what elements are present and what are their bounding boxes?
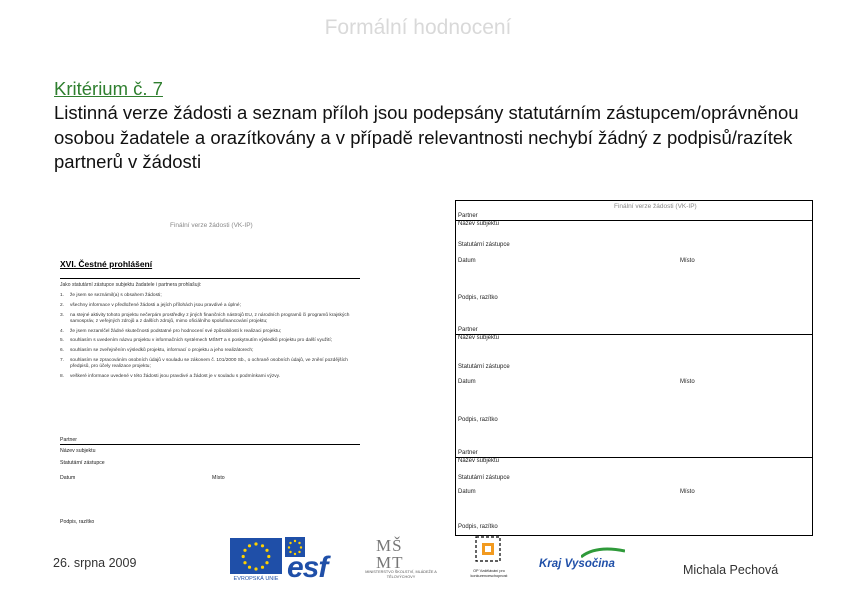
item-number: 5. xyxy=(60,338,65,344)
sig-statutory-label: Statutární zástupce xyxy=(60,460,105,466)
declaration-item xyxy=(60,338,360,344)
date-row xyxy=(458,379,810,385)
item-text: všechny informace v předložené žádosti a jejích přílohách jsou pravdivé a úplné; xyxy=(70,302,241,308)
op-caption: OP Vzdělávání pro konkurenceschopnost xyxy=(470,569,508,578)
document-header: Finální verze žádosti (VK-IP) xyxy=(170,222,253,229)
eu-flag-logo xyxy=(229,537,283,587)
date-row xyxy=(458,489,810,495)
subject-label: Název subjektu xyxy=(458,335,500,341)
subject-label: Název subjektu xyxy=(458,458,500,464)
sig-place-label: Místo xyxy=(212,475,225,481)
declaration-item xyxy=(60,329,360,335)
declaration-item xyxy=(60,348,360,354)
criterion-heading: Kritérium č. 7 xyxy=(54,78,163,99)
kraj-vysocina-logo xyxy=(539,547,629,577)
declaration-item xyxy=(60,303,360,309)
date-label: Datum xyxy=(458,258,476,264)
place-label: Místo xyxy=(680,379,695,385)
place-label: Místo xyxy=(680,258,695,264)
declaration-item xyxy=(60,374,360,380)
item-text: souhlasím se zveřejněním výsledků projektu, informací o projektu a jeho realizátorech; xyxy=(70,348,254,354)
sig-partner-label: Partner xyxy=(60,437,78,443)
document-intro: Jako statutární zástupce subjektu žadatele i partnera prohlašuji: xyxy=(60,278,360,288)
document-header: Finální verze žádosti (VK-IP) xyxy=(614,203,697,210)
item-number: 7. xyxy=(60,358,65,364)
declaration-item xyxy=(60,313,360,326)
msmt-mark: MŠ MT xyxy=(376,536,404,572)
statutory-label: Statutární zástupce xyxy=(458,475,510,481)
date-label: Datum xyxy=(458,379,476,385)
item-number: 8. xyxy=(60,374,65,380)
msmt-logo xyxy=(360,537,442,581)
eu-caption: EVROPSKÁ UNIE xyxy=(233,576,279,582)
slide-title: Formální hodnocení xyxy=(324,16,512,39)
op-vk-logo xyxy=(458,533,520,583)
signature-label: Podpis, razítko xyxy=(458,524,498,530)
criterion-text: Listinná verze žádosti a seznam příloh jsou podepsány statutárním zástupcem/oprávněnou osobou žadatele a orazítkovány a v případě relevantnosti nechybí žádný z podpisů/razítek partnerů v žádosti xyxy=(54,102,799,172)
sig-subject-label: Název subjektu xyxy=(60,448,96,454)
date-label: Datum xyxy=(458,489,476,495)
sig-date-label: Datum xyxy=(60,475,76,481)
item-text: veškeré informace uvedené v této žádosti jsou pravdivé a žádost je v souladu s podmínkami výzvy. xyxy=(70,374,281,380)
partner-label: Partner xyxy=(458,213,478,219)
signature-label: Podpis, razítko xyxy=(458,295,498,301)
signature-label: Podpis, razítko xyxy=(458,417,498,423)
item-text: souhlasím s uvedením názvu projektu v informačních systémech MŠMT a s poskytnutím výsledků projektu pro další využití; xyxy=(70,338,332,344)
esf-logo xyxy=(285,537,337,587)
footer-date: 26. srpna 2009 xyxy=(53,556,137,570)
item-number: 2. xyxy=(60,302,65,308)
item-number: 1. xyxy=(60,293,65,298)
sig-signature-label: Podpis, razítko xyxy=(60,519,95,525)
item-number: 3. xyxy=(60,312,65,318)
statutory-label: Statutární zástupce xyxy=(458,242,510,248)
declaration-list xyxy=(60,293,360,384)
declaration-item xyxy=(60,358,360,371)
item-number: 4. xyxy=(60,328,65,334)
document-partners-page xyxy=(455,200,813,536)
document-section-title: XVI. Čestné prohlášení xyxy=(60,259,153,269)
criterion-block xyxy=(54,77,814,175)
partner-label: Partner xyxy=(458,327,478,333)
place-label: Místo xyxy=(680,489,695,495)
item-text: na stejné aktivity tohoto projektu nečerpám prostředky z jiných finančních nástrojů EU, z národních programů či programů krajských samospráv, z veřejných zdrojů a z dalších zdrojů, mimo oficiálního spolufinancování projektu; xyxy=(70,312,350,324)
divider xyxy=(60,444,360,445)
footer-author: Michala Pechová xyxy=(683,563,779,577)
item-text: že jsem nezamlčel žádné skutečnosti podstatné pro hodnocení své způsobilosti k realizaci projektu; xyxy=(70,328,282,334)
statutory-label: Statutární zástupce xyxy=(458,364,510,370)
date-row xyxy=(458,258,810,264)
esf-wordmark: esf xyxy=(287,551,328,584)
item-text: že jsem se seznámil(a) s obsahem žádosti; xyxy=(70,293,162,298)
document-declaration-page xyxy=(54,215,367,531)
msmt-caption: MINISTERSTVO ŠKOLSTVÍ, MLÁDEŽE A TĚLOVÝCHOVY xyxy=(365,570,437,579)
item-number: 6. xyxy=(60,348,65,354)
kraj-name: Kraj Vysočina xyxy=(539,558,615,570)
partner-label: Partner xyxy=(458,450,478,456)
item-text: souhlasím se zpracováním osobních údajů v souladu se zákonem č. 101/2000 Sb., o ochraně osobních údajů, ve znění pozdějších předpisů, pro účely realizace projektu; xyxy=(70,358,348,370)
declaration-item xyxy=(60,293,360,299)
subject-label: Název subjektu xyxy=(458,221,500,227)
